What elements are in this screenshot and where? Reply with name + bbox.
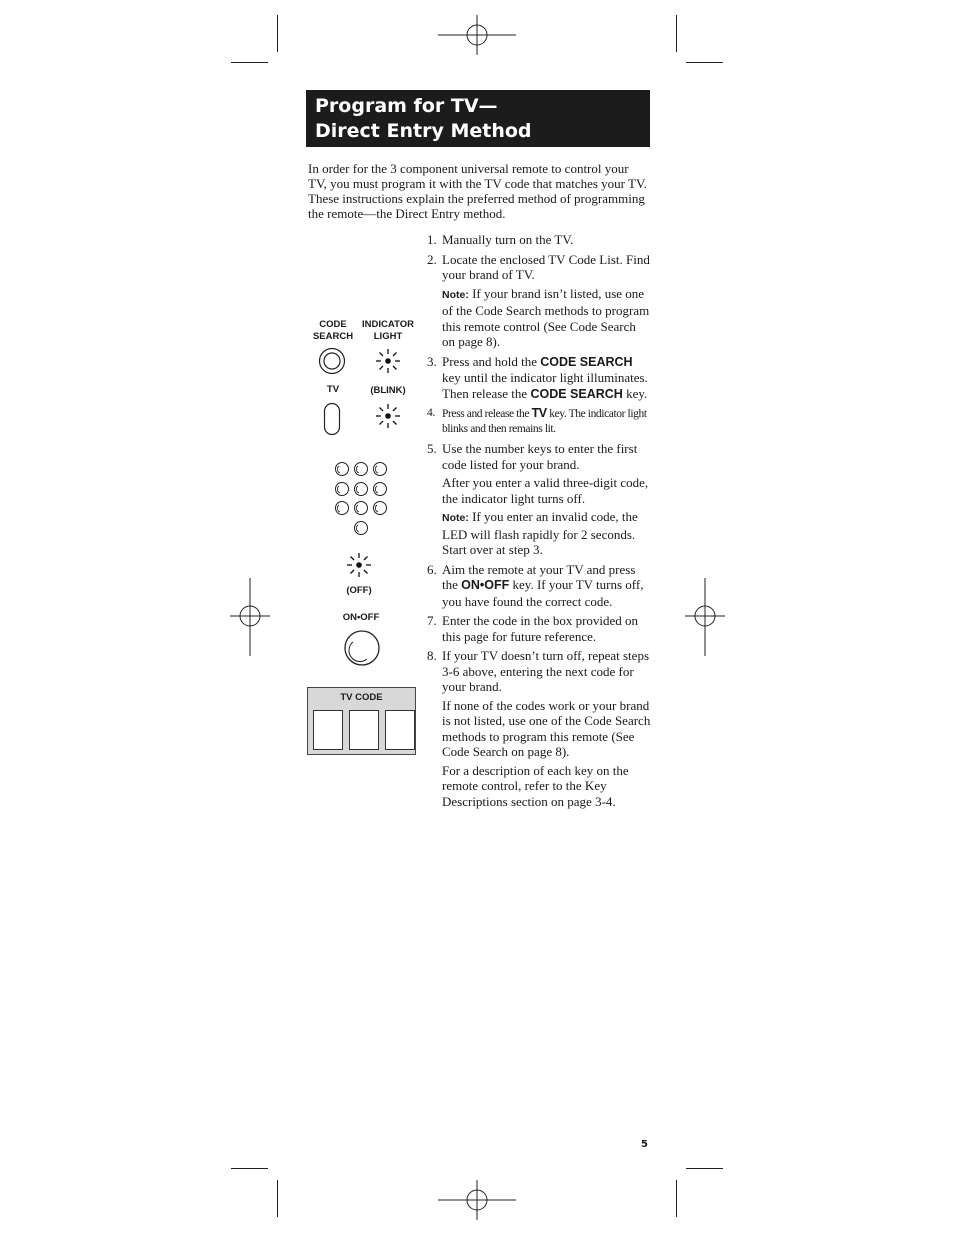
blink-label: (BLINK) bbox=[370, 385, 406, 396]
step-4: 4. Press and release the TV key. The indicator light blinks and then remains lit. bbox=[427, 406, 647, 435]
page-title bbox=[306, 90, 650, 147]
registration-mark-top bbox=[438, 15, 516, 55]
instruction-steps bbox=[424, 232, 652, 813]
tv-code-box bbox=[307, 687, 416, 755]
onoff-key-icon bbox=[343, 629, 381, 667]
tv-key-icon bbox=[323, 402, 341, 436]
tv-code-digit-slot bbox=[349, 710, 379, 750]
tv-key-label: TV bbox=[326, 384, 340, 395]
registration-mark-bottom bbox=[438, 1180, 516, 1220]
step-5: 5. Use the number keys to enter the first code listed for your brand. After you enter a valid three-digit code, the indicator light turns off. Note: If you enter an invalid code, the LED will flash rapidly for 2 seconds. Start over at step 3. bbox=[424, 441, 652, 558]
intro-paragraph: In order for the 3 component universal remote to control your TV, you must program it with the TV code that matches your TV. These instructions explain the preferred method of programming the remote—the Direct Entry method. bbox=[308, 161, 647, 221]
indicator-light-label: INDICATOR LIGHT bbox=[362, 319, 414, 342]
page-number: 5 bbox=[641, 1139, 648, 1150]
step-2: 2. Locate the enclosed TV Code List. Find your brand of TV. Note: If your brand isn’t listed, use one of the Code Search methods to program this remote control (See Code Search on page 8). bbox=[424, 252, 652, 350]
off-label: (OFF) bbox=[346, 585, 372, 596]
step-6: 6. Aim the remote at your TV and press the ON•OFF key. If your TV turns off, you have found the correct code. bbox=[427, 561, 644, 609]
code-search-key-icon bbox=[318, 347, 346, 375]
step-7: 7. Enter the code in the box provided on this page for future reference. bbox=[427, 613, 639, 644]
step-8: 8. If your TV doesn’t turn off, repeat steps 3-6 above, entering the next code for your brand. If none of the codes work or your brand is not listed, use one of the Code Search methods to program this remote (See Code Search on page 8). For a description of each key on the remote control, refer to the Key Descriptions section on page 3-4. bbox=[427, 648, 651, 809]
onoff-label: ON•OFF bbox=[342, 612, 380, 623]
registration-mark-right bbox=[685, 578, 725, 656]
tv-code-label: TV CODE bbox=[340, 692, 383, 703]
step-1: 1. Manually turn on the TV. bbox=[427, 232, 574, 247]
step-3: 3. Press and hold the CODE SEARCH key until the indicator light illuminates. Then release the CODE SEARCH key. bbox=[427, 353, 648, 401]
step-2-note: Note: If your brand isn’t listed, use one of the Code Search methods to program this remote control (See Code Search on page 8). bbox=[442, 285, 650, 349]
tv-code-digit-slot bbox=[313, 710, 343, 750]
step-5-note: Note: If you enter an invalid code, the LED will flash rapidly for 2 seconds. Start over at step 3. bbox=[442, 509, 638, 557]
registration-mark-left bbox=[230, 578, 270, 656]
number-keypad-icon bbox=[333, 460, 391, 540]
tv-code-digit-slot bbox=[385, 710, 415, 750]
title-line-1: Program for TV— bbox=[315, 95, 498, 117]
indicator-light-on-icon bbox=[375, 348, 401, 374]
code-search-label: CODE SEARCH bbox=[312, 319, 354, 342]
indicator-light-blink-icon bbox=[375, 403, 401, 429]
indicator-light-off-icon bbox=[346, 552, 372, 578]
title-line-2: Direct Entry Method bbox=[315, 120, 532, 142]
